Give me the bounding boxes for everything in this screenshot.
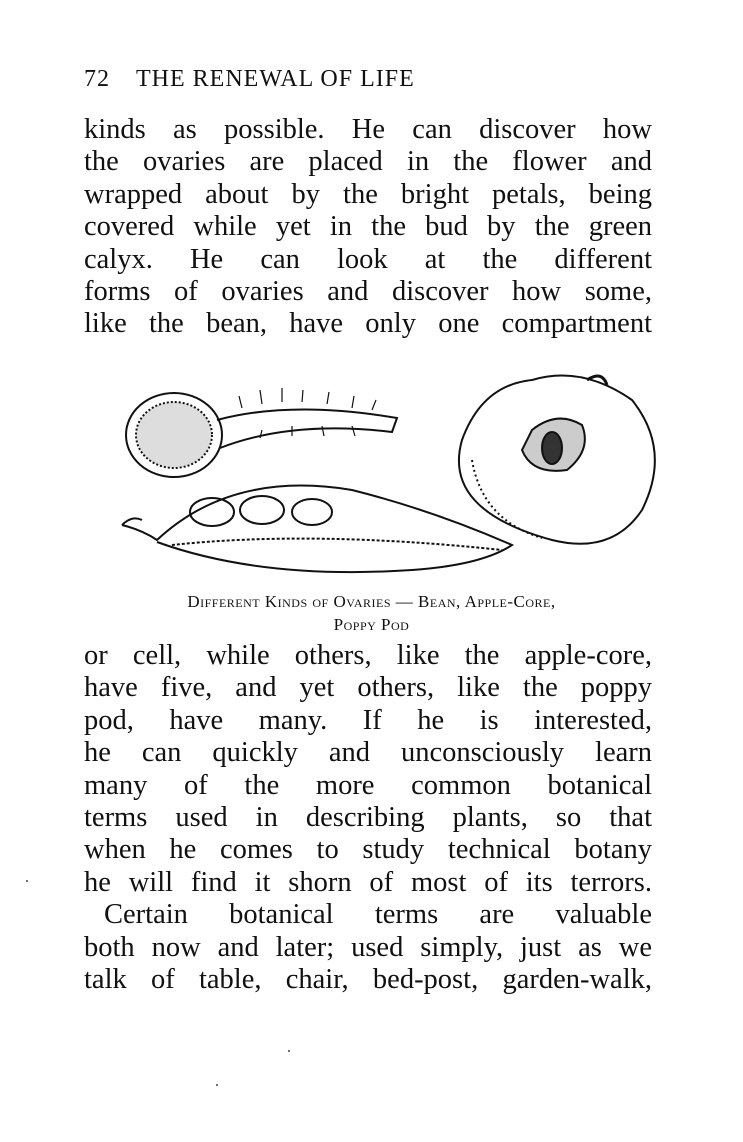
text-line: when he comes to study technical botany xyxy=(84,834,652,866)
text-line: covered while yet in the bud by the green xyxy=(84,211,652,243)
text-line: like the bean, have only one compartment xyxy=(84,308,652,340)
ovaries-illustration xyxy=(112,360,672,585)
caption-line: Poppy Pod xyxy=(333,615,410,634)
running-header xyxy=(84,66,415,93)
figure-caption xyxy=(0,590,743,636)
text-line: or cell, while others, like the apple-core, xyxy=(84,640,652,671)
text-line: have five, and yet others, like the poppy xyxy=(84,672,652,704)
text-line: both now and later; used simply, just as we xyxy=(84,931,652,963)
scan-speck xyxy=(26,880,28,882)
text-line: the ovaries are placed in the flower and xyxy=(84,146,652,178)
text-line: many of the more common botanical xyxy=(84,769,652,801)
page-number: 72 xyxy=(84,66,110,92)
poppy-pod-drawing xyxy=(126,388,397,477)
text-line: calyx. He can look at the different xyxy=(84,243,652,275)
text-line: wrapped about by the bright petals, being xyxy=(84,178,652,210)
text-line: forms of ovaries and discover how some, xyxy=(84,275,652,307)
text-line: pod, have many. If he is interested, xyxy=(84,704,652,736)
caption-line: Different Kinds of Ovaries — Bean, Apple-Core, xyxy=(187,592,556,611)
bean-pod-drawing xyxy=(122,486,512,573)
paragraph-1 xyxy=(84,114,652,341)
text-line: kinds as possible. He can discover how xyxy=(84,114,652,145)
scan-speck xyxy=(288,1050,290,1052)
text-line: terms used in describing plants, so that xyxy=(84,801,652,833)
text-line: he will find it shorn of most of its terrors. xyxy=(84,866,652,898)
text-line: talk of table, chair, bed-post, garden-walk, xyxy=(84,963,652,995)
running-title: THE RENEWAL OF LIFE xyxy=(136,66,415,92)
apple-core-drawing xyxy=(459,376,655,544)
text-line: he can quickly and unconsciously learn xyxy=(84,737,652,769)
paragraph-2 xyxy=(84,640,652,996)
scan-speck xyxy=(216,1084,218,1086)
text-line: Certain botanical terms are valuable xyxy=(104,899,652,931)
